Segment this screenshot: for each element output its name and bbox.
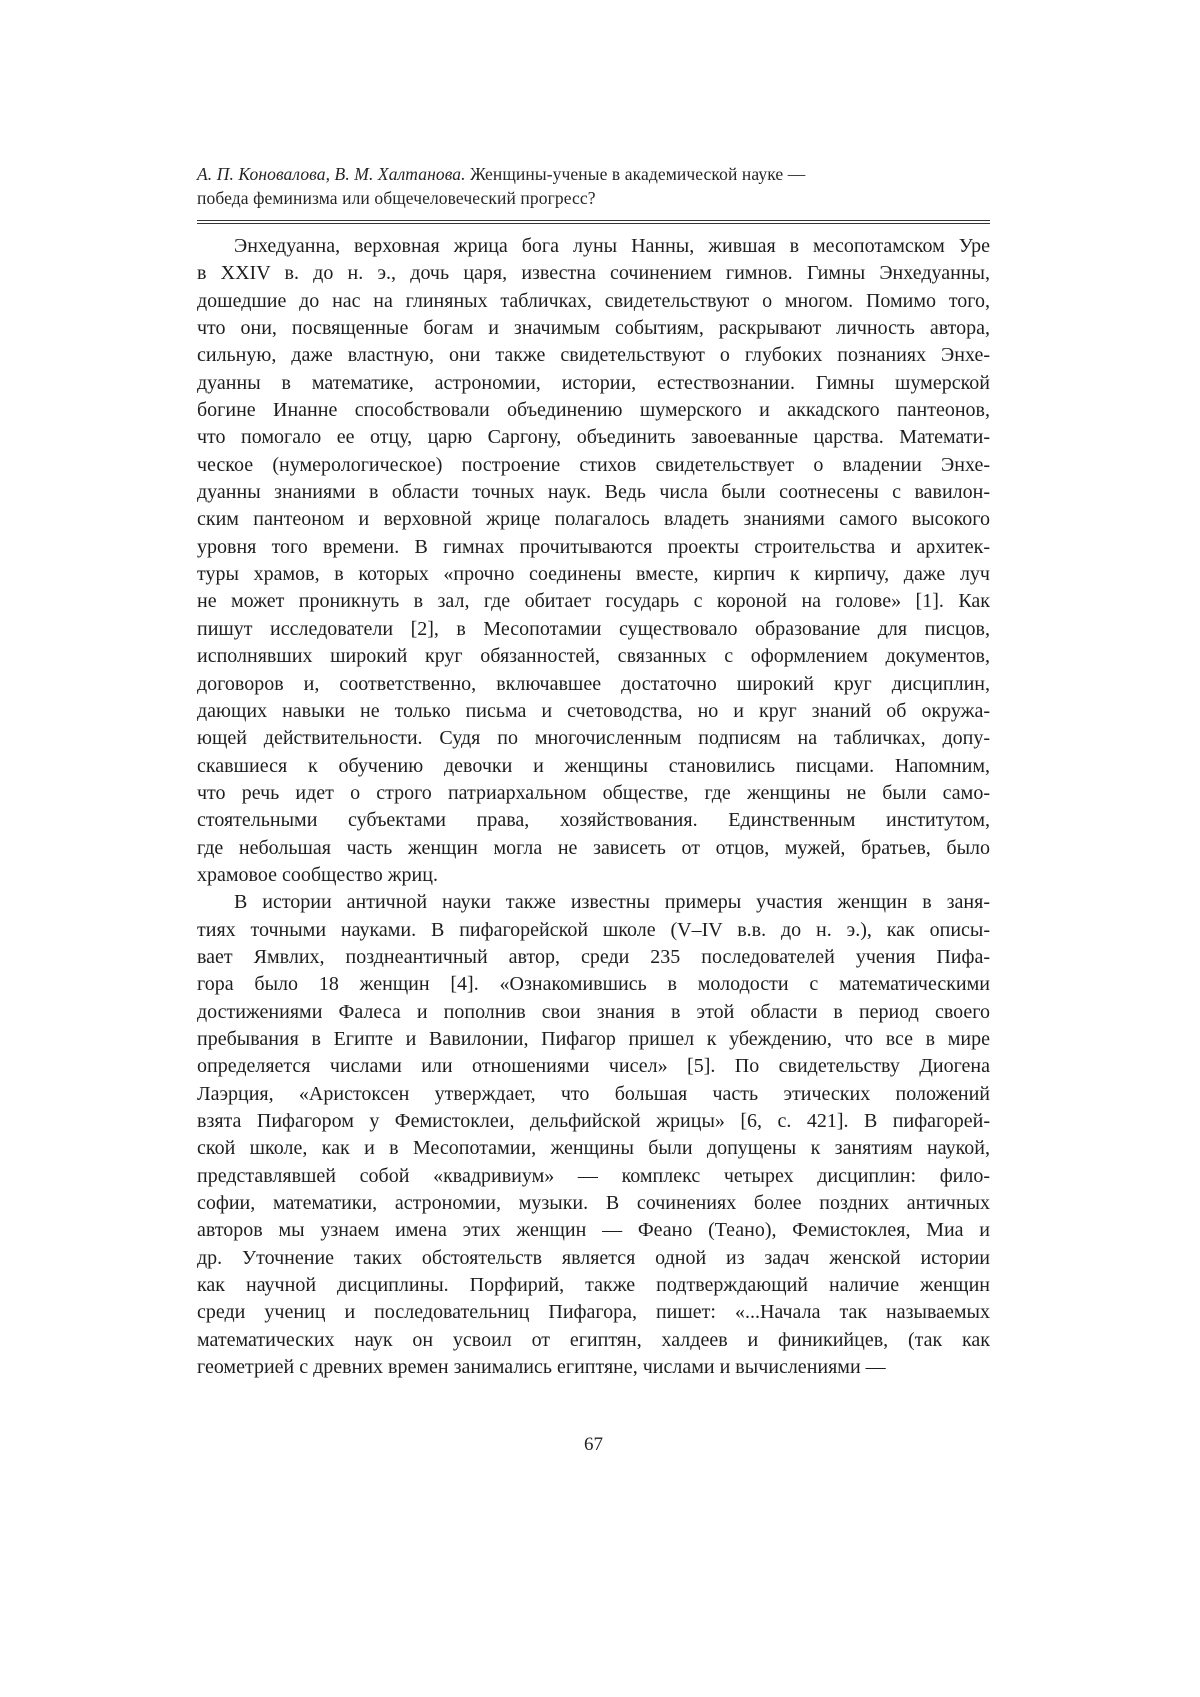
text-line: математических наук он усвоил от египтян, халдеев и финикийцев, (так как (197, 1328, 990, 1351)
text-line: Энхедуанна, верховная жрица бога луны Нанны, жившая в месопотамском Уре (234, 235, 990, 257)
text-line: Лаэрция, «Аристоксен утверждает, что большая часть этических положений (197, 1082, 990, 1105)
header-title-part: Женщины-ученые в академической науке — (465, 164, 806, 184)
running-header-line-1 (197, 162, 990, 186)
text-line: др. Уточнение таких обстоятельств является одной из задач женской истории (197, 1246, 990, 1269)
page-number: 67 (584, 1434, 603, 1455)
text-line: В истории античной науки также известны примеры участия женщин в заня- (234, 891, 990, 914)
text-line: скавшиеся к обучению девочки и женщины становились писцами. Напомним, (197, 754, 990, 777)
text-line: взята Пифагором у Фемистоклеи, дельфийской жрицы» [6, с. 421]. В пифагорей- (197, 1110, 990, 1132)
text-line: представлявшей собой «квадривиум» — комплекс четырех дисциплин: фило- (197, 1164, 990, 1187)
text-line: вает Ямвлих, позднеантичный автор, среди 235 последователей учения Пифа- (197, 945, 990, 968)
text-line: не может проникнуть в зал, где обитает государь с короной на голове» [1]. Как (197, 590, 990, 613)
text-line: софии, математики, астрономии, музыки. В сочинениях более поздних античных (197, 1192, 990, 1215)
text-line: что они, посвященные богам и значимым событиям, раскрывают личность автора, (197, 317, 990, 340)
text-line: как научной дисциплины. Порфирий, также подтверждающий наличие женщин (197, 1274, 990, 1297)
text-line: что помогало ее отцу, царю Саргону, объединить завоеванные царства. Математи- (197, 426, 990, 449)
text-line: гора было 18 женщин [4]. «Ознакомившись в молодости с математическими (197, 973, 990, 996)
text-line: дошедшие до нас на глиняных табличках, свидетельствуют о многом. Помимо того, (197, 289, 990, 312)
paragraph (197, 233, 990, 889)
running-header (197, 162, 990, 210)
text-line: среди учениц и последовательниц Пифагора, пишет: «...Начала так называемых (197, 1301, 990, 1324)
text-line: авторов мы узнаем имена этих женщин — Феано (Теано), Фемистоклея, Миа и (197, 1219, 990, 1242)
text-line: пребывания в Египте и Вавилонии, Пифагор пришел к убеждению, что все в мире (197, 1027, 990, 1050)
text-line: ческое (нумерологическое) построение стихов свидетельствует о владении Энхе- (197, 453, 990, 476)
text-line: туры храмов, в которых «прочно соединены вместе, кирпич к кирпичу, даже луч (197, 563, 990, 586)
text-line: дуанны в математике, астрономии, истории, естествознании. Гимны шумерской (197, 371, 990, 394)
text-line: геометрией с древних времен занимались египтяне, числами и вычислениями — (197, 1356, 886, 1379)
text-line: пишут исследователи [2], в Месопотамии существовало образование для писцов, (197, 617, 990, 640)
text-line: храмовое сообщество жриц. (197, 863, 438, 886)
text-line: в XXIV в. до н. э., дочь царя, известна сочинением гимнов. Гимны Энхедуанны, (197, 262, 990, 285)
text-line: исполнявших широкий круг обязанностей, связанных с оформлением документов, (197, 645, 990, 668)
running-header-line-2: победа феминизма или общечеловеческий прогресс? (197, 188, 596, 208)
text-line: тиях точными науками. В пифагорейской школе (V–IV в.в. до н. э.), как описы- (197, 918, 990, 941)
text-line: что речь идет о строго патриархальном обществе, где женщины не были само- (197, 781, 990, 804)
header-authors: А. П. Коновалова, В. М. Халтанова. (197, 164, 466, 184)
text-line: где небольшая часть женщин могла не зависеть от отцов, мужей, братьев, было (197, 836, 990, 859)
text-line: сильную, даже властную, они также свидетельствуют о глубоких познаниях Энхе- (197, 344, 990, 367)
text-line: ской школе, как и в Месопотамии, женщины были допущены к занятиям наукой, (197, 1137, 990, 1160)
text-line: стоятельными субъектами права, хозяйствования. Единственным институтом, (197, 809, 990, 832)
text-line: определяется числами или отношениями чисел» [5]. По свидетельству Диогена (197, 1055, 990, 1078)
article-body (197, 233, 990, 1381)
text-line: договоров и, соответственно, включавшее достаточно широкий круг дисциплин, (197, 672, 990, 695)
paragraph (197, 889, 990, 1381)
text-line: ским пантеоном и верховной жрице полагалось владеть знаниями самого высокого (197, 508, 990, 531)
text-line: дающих навыки не только письма и счетоводства, но и круг знаний об окружа- (197, 699, 990, 722)
header-rule-divider (197, 220, 990, 224)
text-line: уровня того времени. В гимнах прочитываются проекты строительства и архитек- (197, 535, 990, 558)
text-line: достижениями Фалеса и пополнив свои знания в этой области в период своего (197, 1000, 990, 1023)
text-line: дуанны знаниями в области точных наук. Ведь числа были соотнесены с вавилон- (197, 481, 990, 504)
text-line: богине Инанне способствовали объединению шумерского и аккадского пантеонов, (197, 399, 990, 422)
text-line: ющей действительности. Судя по многочисленным подписям на табличках, допу- (197, 727, 990, 750)
